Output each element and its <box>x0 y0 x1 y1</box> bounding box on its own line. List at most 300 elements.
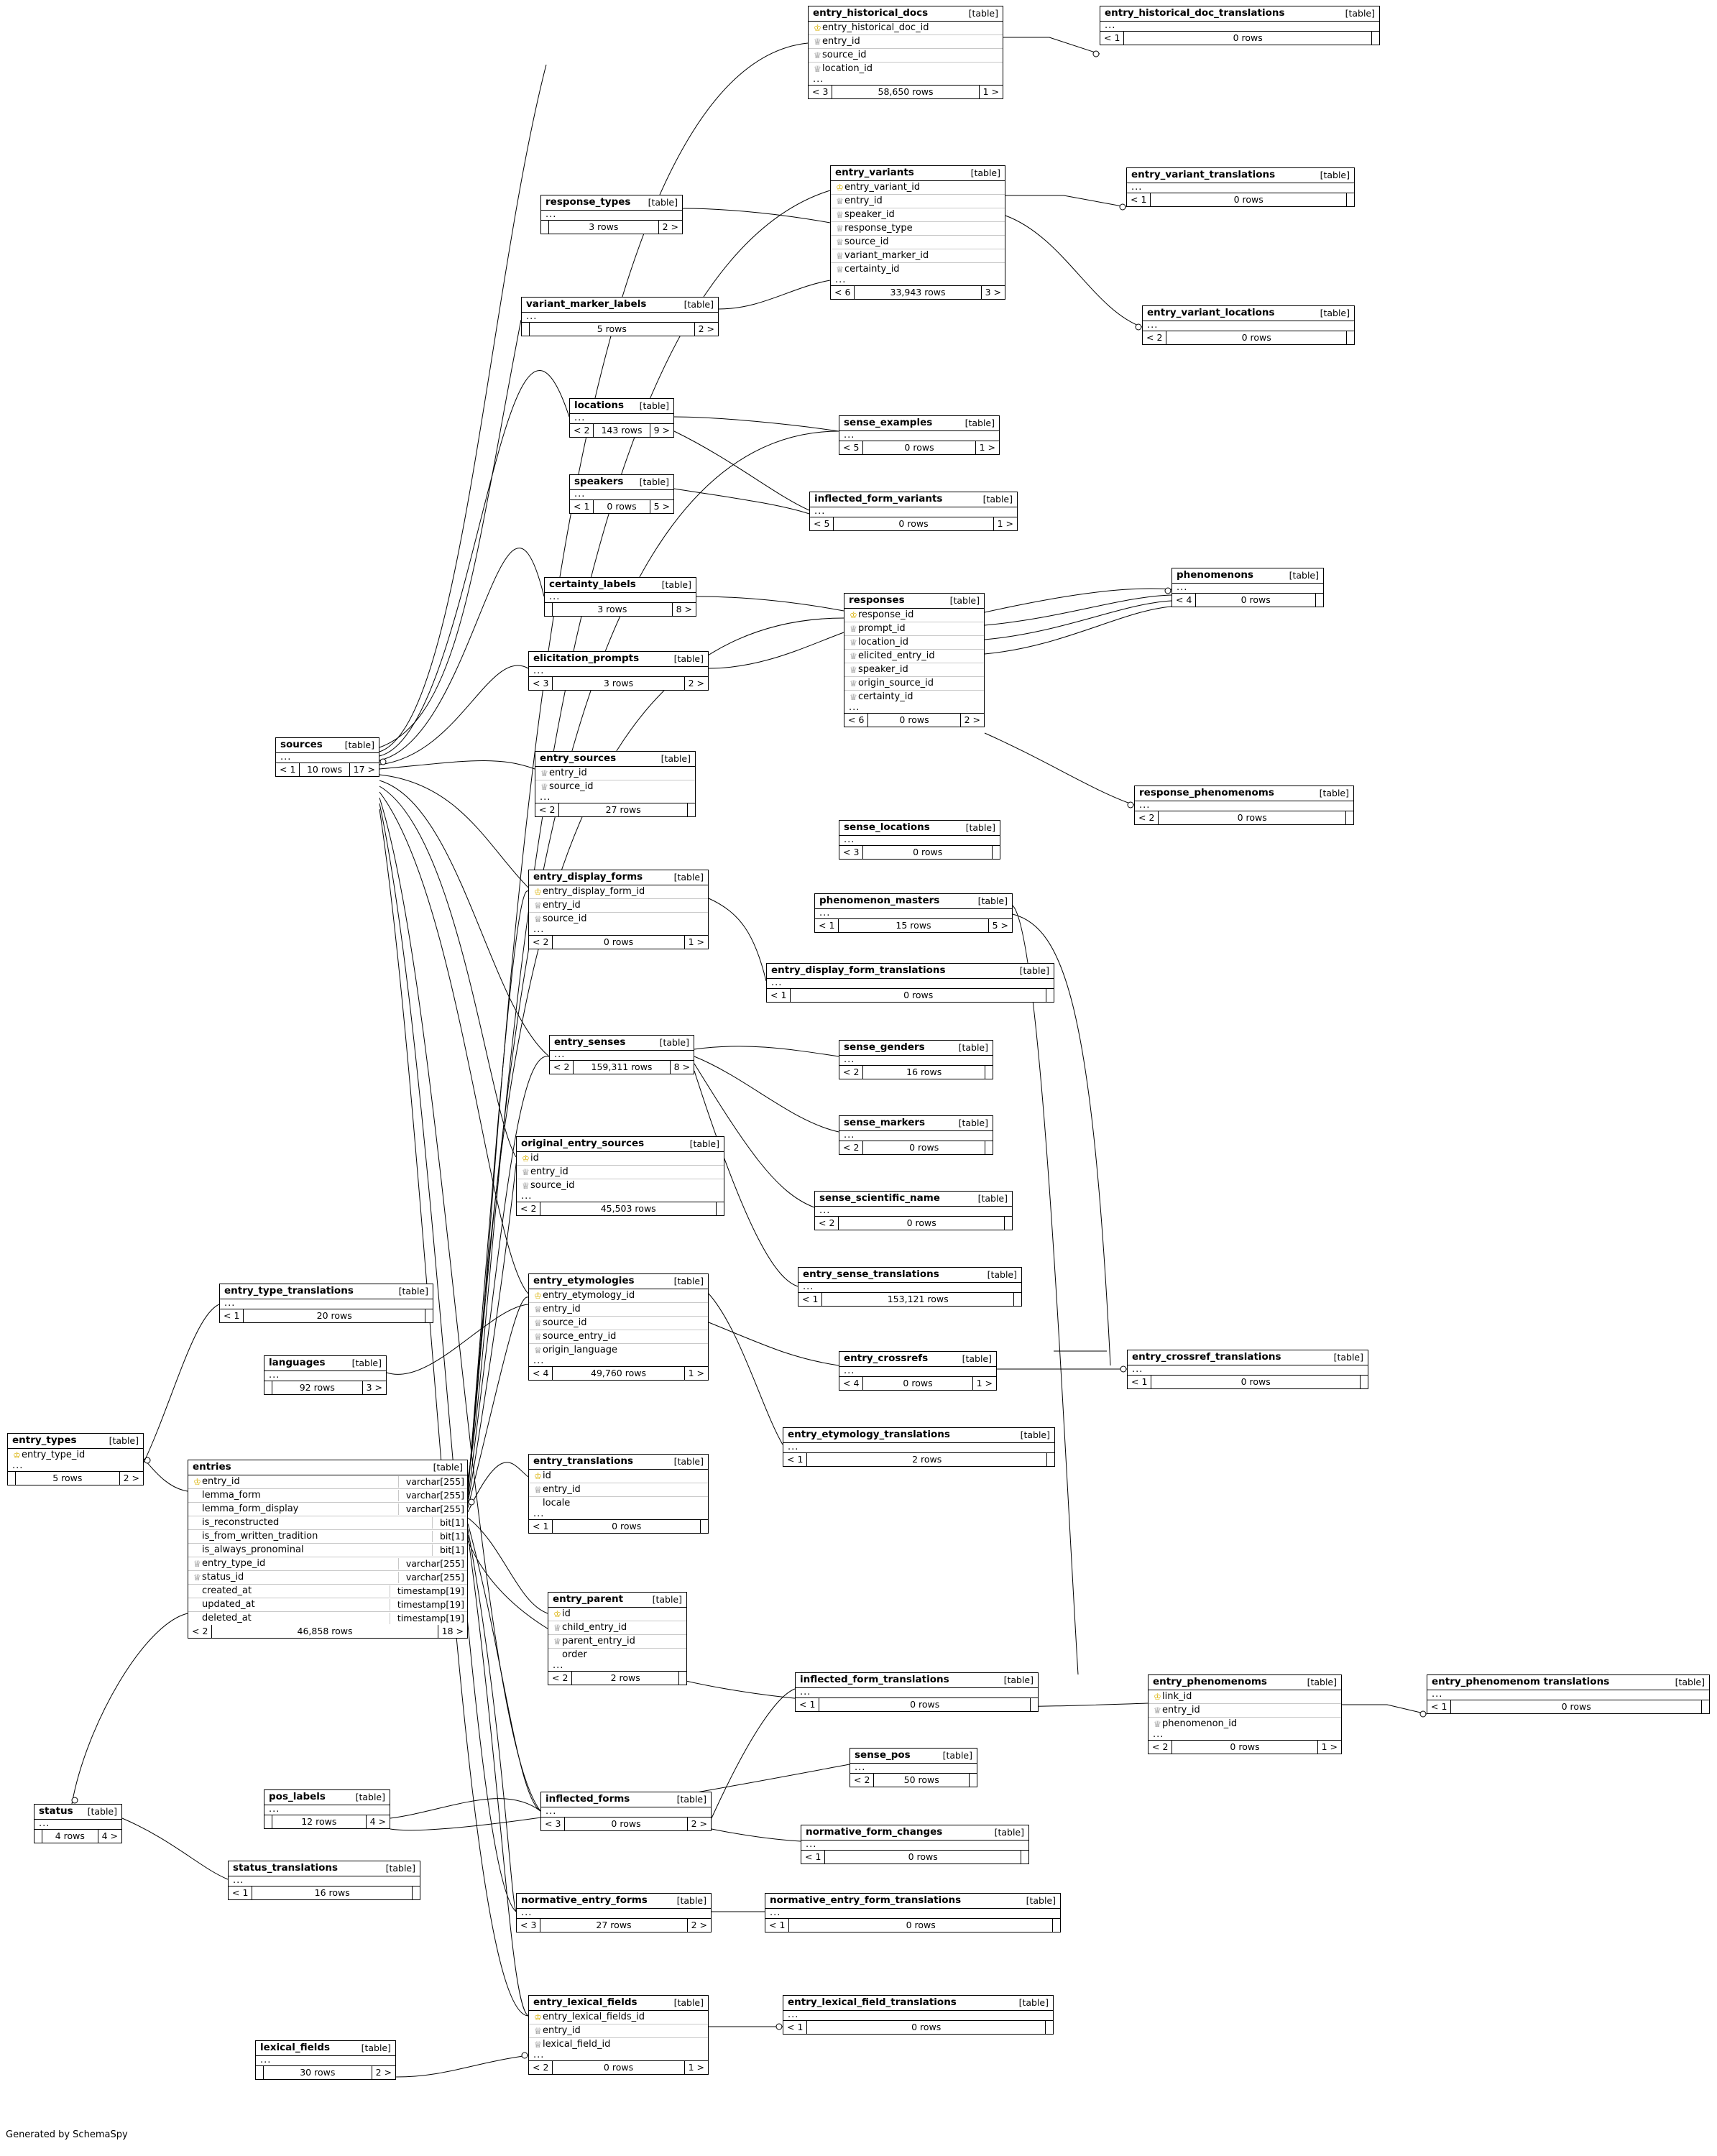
table-header <box>1148 1675 1341 1690</box>
table-tag: [table] <box>977 895 1008 906</box>
table-header <box>839 416 999 431</box>
table-column-row[interactable] <box>8 1449 143 1462</box>
row-count: 50 rows <box>874 1774 970 1787</box>
table-node-responses[interactable] <box>844 593 985 727</box>
table-column-row[interactable] <box>188 1475 467 1489</box>
table-footer <box>796 1698 1038 1711</box>
table-node-entry_type_translations[interactable] <box>219 1284 433 1323</box>
table-column-row[interactable] <box>517 1166 724 1179</box>
table-node-sources[interactable] <box>275 737 379 777</box>
column-name: entry_id <box>1162 1705 1200 1715</box>
column-name: lemma_form_display <box>202 1503 299 1514</box>
table-name: entry_etymology_translations <box>788 1429 950 1440</box>
incoming-relations-count <box>8 1472 16 1485</box>
table-tag: [table] <box>987 1269 1017 1280</box>
table-column-row[interactable] <box>831 236 1005 249</box>
primary-key-icon: ♔ <box>534 887 542 897</box>
table-name: entry_lexical_field_translations <box>788 1996 957 2008</box>
table-node-entry_etymologies[interactable] <box>528 1273 709 1381</box>
column-name: entry_id <box>543 2025 581 2036</box>
table-header <box>256 2041 395 2056</box>
table-tag: [table] <box>361 2042 391 2053</box>
incoming-relations-count: < 4 <box>1172 594 1196 607</box>
table-node-entry_crossrefs[interactable] <box>839 1351 997 1391</box>
table-tag: [table] <box>689 1138 719 1149</box>
foreign-key-icon: ♕ <box>836 251 844 261</box>
table-header <box>798 1268 1021 1283</box>
table-header <box>1128 1350 1368 1365</box>
table-column-row[interactable] <box>188 1585 467 1598</box>
incoming-relations-count: < 2 <box>850 1774 874 1787</box>
incoming-relations-count: < 2 <box>1135 811 1159 824</box>
table-node-response_types[interactable] <box>540 195 683 234</box>
incoming-relations-count: < 1 <box>783 2021 807 2034</box>
table-column-row[interactable] <box>1148 1718 1341 1731</box>
row-count: 0 rows <box>863 1377 972 1390</box>
table-footer <box>570 424 673 437</box>
table-node-inflected_form_variants[interactable] <box>809 492 1018 531</box>
table-node-normative_form_changes[interactable] <box>801 1825 1029 1864</box>
row-count: 45,503 rows <box>540 1202 717 1215</box>
table-node-entry_historical_doc_translations[interactable] <box>1100 6 1380 45</box>
outgoing-relations-count <box>413 1886 420 1899</box>
outgoing-relations-count: 4 > <box>101 1830 118 1841</box>
table-column-row[interactable] <box>529 899 708 913</box>
row-count: 20 rows <box>244 1309 425 1322</box>
table-column-row[interactable] <box>529 1330 708 1344</box>
table-column-row[interactable] <box>529 913 708 926</box>
outgoing-relations-count <box>1014 1293 1021 1306</box>
row-count: 49,760 rows <box>553 1367 684 1380</box>
table-footer <box>1427 1700 1709 1713</box>
column-name: entry_id <box>543 900 581 911</box>
table-column-row[interactable] <box>1148 1704 1341 1718</box>
incoming-relations-count: < 2 <box>548 1672 572 1685</box>
more-columns-ellipsis: ... <box>1135 801 1353 811</box>
table-footer <box>256 2066 395 2079</box>
table-column-row[interactable] <box>188 1557 467 1571</box>
more-columns-ellipsis: ... <box>529 1357 708 1367</box>
column-name: source_id <box>543 1317 587 1328</box>
foreign-key-icon: ♕ <box>850 637 857 648</box>
foreign-key-icon: ♕ <box>540 782 548 792</box>
table-header <box>831 166 1005 181</box>
table-column-row[interactable] <box>1148 1690 1341 1704</box>
outgoing-relations-count <box>1005 1217 1012 1230</box>
more-columns-ellipsis: ... <box>541 1807 711 1818</box>
table-node-phenomenons[interactable] <box>1171 568 1324 607</box>
table-header <box>815 1192 1012 1207</box>
outgoing-relations-count <box>679 1672 686 1685</box>
table-column-row[interactable] <box>529 2038 708 2051</box>
outgoing-relations-count: 1 > <box>1321 1741 1338 1752</box>
table-column-row[interactable] <box>844 663 984 677</box>
row-count: 92 rows <box>272 1381 363 1394</box>
table-node-entry_crossref_translations[interactable] <box>1127 1350 1368 1389</box>
table-header <box>529 1996 708 2011</box>
row-count: 30 rows <box>264 2066 372 2079</box>
more-columns-ellipsis: ... <box>798 1283 1021 1293</box>
more-columns-ellipsis: ... <box>264 1805 390 1815</box>
table-tag: [table] <box>659 1037 689 1048</box>
more-columns-ellipsis: ... <box>8 1462 143 1472</box>
table-column-row[interactable] <box>831 195 1005 208</box>
table-node-speakers[interactable] <box>569 474 674 514</box>
row-count: 159,311 rows <box>574 1061 670 1074</box>
table-footer <box>839 1141 993 1154</box>
table-name: inflected_form_translations <box>800 1674 949 1685</box>
foreign-key-icon: ♕ <box>193 1559 201 1569</box>
table-column-row[interactable] <box>529 2024 708 2038</box>
column-name: entry_id <box>543 1304 581 1314</box>
table-tag: [table] <box>673 872 704 883</box>
row-count: 46,858 rows <box>212 1625 438 1638</box>
column-name: source_id <box>530 1180 575 1191</box>
table-column-row[interactable] <box>831 208 1005 222</box>
table-node-entry_variant_translations[interactable] <box>1126 167 1355 207</box>
foreign-key-icon: ♕ <box>534 1304 542 1314</box>
table-column-row[interactable] <box>548 1608 686 1621</box>
table-name: sense_scientific_name <box>819 1192 940 1204</box>
incoming-relations-count: < 1 <box>220 1309 244 1322</box>
table-column-row[interactable] <box>529 1483 708 1497</box>
table-node-entries[interactable] <box>188 1460 468 1639</box>
table-footer <box>220 1309 433 1322</box>
table-column-row[interactable] <box>529 1317 708 1330</box>
table-footer <box>34 1830 121 1843</box>
table-column-row[interactable] <box>188 1530 467 1544</box>
more-columns-ellipsis: ... <box>839 1131 993 1141</box>
table-name: normative_entry_forms <box>521 1894 648 1906</box>
more-columns-ellipsis: ... <box>548 1662 686 1672</box>
foreign-key-icon: ♕ <box>534 2026 542 2036</box>
outgoing-relations-count: 1 > <box>688 1368 704 1378</box>
foreign-key-icon: ♕ <box>553 1623 561 1633</box>
row-count: 27 rows <box>559 803 688 816</box>
incoming-relations-count: < 3 <box>517 1919 540 1932</box>
table-columns <box>529 1470 708 1510</box>
column-type: varchar[255] <box>398 1503 464 1515</box>
table-node-entry_lexical_field_translations[interactable] <box>783 1995 1054 2035</box>
table-node-sense_markers[interactable] <box>839 1115 993 1155</box>
foreign-key-icon: ♕ <box>836 264 844 275</box>
table-node-entry_senses[interactable] <box>549 1035 694 1074</box>
table-header <box>1135 786 1353 801</box>
table-node-entry_historical_docs[interactable] <box>808 6 1003 99</box>
table-footer <box>529 1367 708 1380</box>
table-footer <box>545 603 696 616</box>
table-node-languages[interactable] <box>264 1355 387 1395</box>
table-node-entry_sources[interactable] <box>535 751 696 817</box>
incoming-relations-count <box>545 603 553 616</box>
table-name: entry_crossrefs <box>844 1353 929 1364</box>
more-columns-ellipsis: ... <box>815 1207 1012 1217</box>
table-tag: [table] <box>1675 1677 1705 1687</box>
more-columns-ellipsis: ... <box>529 2051 708 2061</box>
table-name: pos_labels <box>269 1791 326 1802</box>
table-header <box>264 1790 390 1805</box>
outgoing-relations-count: 8 > <box>673 1061 690 1072</box>
table-column-row[interactable] <box>809 49 1003 63</box>
outgoing-relations-count: 2 > <box>964 714 980 725</box>
table-column-row[interactable] <box>188 1612 467 1625</box>
table-tag: [table] <box>652 1594 682 1605</box>
table-column-row[interactable] <box>529 1470 708 1483</box>
table-column-row[interactable] <box>517 1179 724 1192</box>
table-node-sense_examples[interactable] <box>839 415 1000 455</box>
foreign-key-icon: ♕ <box>534 1332 542 1342</box>
table-name: entry_senses <box>554 1036 626 1048</box>
table-header <box>276 738 379 753</box>
table-header <box>548 1593 686 1608</box>
table-node-entry_phenomenom_translations[interactable] <box>1427 1674 1710 1714</box>
table-node-locations[interactable] <box>569 398 674 438</box>
table-header <box>550 1036 694 1051</box>
table-header <box>1427 1675 1709 1690</box>
table-node-certainty_labels[interactable] <box>544 577 696 617</box>
table-column-row[interactable] <box>529 885 708 899</box>
table-footer <box>541 221 682 234</box>
incoming-relations-count: < 1 <box>801 1851 825 1864</box>
row-count: 0 rows <box>1451 1700 1702 1713</box>
table-column-row[interactable] <box>844 650 984 663</box>
table-columns <box>529 1289 708 1357</box>
more-columns-ellipsis: ... <box>839 431 999 441</box>
table-column-row[interactable] <box>831 263 1005 276</box>
table-column-row[interactable] <box>548 1621 686 1635</box>
foreign-key-icon: ♕ <box>836 196 844 206</box>
table-header <box>809 6 1003 22</box>
table-column-row[interactable] <box>844 636 984 650</box>
table-column-row[interactable] <box>831 249 1005 263</box>
column-name: child_entry_id <box>562 1622 627 1633</box>
table-columns <box>517 1152 724 1192</box>
table-tag: [table] <box>1319 788 1349 798</box>
table-column-row[interactable] <box>809 35 1003 49</box>
outgoing-relations-count: 2 > <box>691 1818 707 1829</box>
column-name: is_reconstructed <box>202 1517 280 1528</box>
table-column-row[interactable] <box>529 2011 708 2024</box>
table-name: sense_locations <box>844 821 930 833</box>
table-name: entry_sense_translations <box>803 1268 939 1280</box>
table-node-entry_sense_translations[interactable] <box>798 1267 1022 1307</box>
more-columns-ellipsis: ... <box>256 2056 395 2066</box>
table-name: phenomenon_masters <box>819 895 940 906</box>
table-node-normative_entry_form_translations[interactable] <box>765 1893 1061 1932</box>
table-node-variant_marker_labels[interactable] <box>521 297 719 336</box>
table-node-pos_labels[interactable] <box>264 1789 390 1829</box>
table-column-row[interactable] <box>517 1152 724 1166</box>
column-name: phenomenon_id <box>1162 1718 1238 1729</box>
column-name: id <box>543 1470 551 1481</box>
incoming-relations-count: < 3 <box>839 846 863 859</box>
incoming-relations-count: < 2 <box>550 1061 574 1074</box>
table-column-row[interactable] <box>188 1598 467 1612</box>
table-footer <box>264 1815 390 1828</box>
table-node-normative_entry_forms[interactable] <box>516 1893 712 1932</box>
table-name: entry_crossref_translations <box>1132 1351 1281 1363</box>
column-name: speaker_id <box>844 209 895 220</box>
table-column-row[interactable] <box>535 767 695 780</box>
table-footer <box>1172 594 1323 607</box>
table-name: entry_historical_docs <box>813 7 929 19</box>
table-footer <box>839 846 1000 859</box>
incoming-relations-count: < 2 <box>529 2061 553 2074</box>
row-count: 0 rows <box>807 2021 1046 2034</box>
table-name: entry_variant_translations <box>1131 169 1276 180</box>
table-node-entry_lexical_fields[interactable] <box>528 1995 709 2075</box>
table-column-row[interactable] <box>831 222 1005 236</box>
outgoing-relations-count: 2 > <box>688 678 704 688</box>
table-name: original_entry_sources <box>521 1138 645 1149</box>
table-column-row[interactable] <box>548 1649 686 1662</box>
more-columns-ellipsis: ... <box>1427 1690 1709 1700</box>
table-node-lexical_fields[interactable] <box>255 2040 396 2080</box>
table-node-original_entry_sources[interactable] <box>516 1136 724 1216</box>
table-tag: [table] <box>673 1276 704 1286</box>
table-name: lexical_fields <box>260 2042 331 2053</box>
table-node-entry_display_forms[interactable] <box>528 870 709 949</box>
column-name: response_type <box>844 223 913 234</box>
table-node-inflected_form_translations[interactable] <box>795 1672 1039 1712</box>
table-node-sense_scientific_name[interactable] <box>814 1191 1013 1230</box>
row-count: 0 rows <box>1172 1741 1317 1754</box>
table-node-sense_pos[interactable] <box>850 1748 977 1787</box>
table-node-entry_phenomenoms[interactable] <box>1148 1674 1342 1754</box>
column-name: is_from_written_tradition <box>202 1531 318 1542</box>
table-header <box>796 1673 1038 1688</box>
table-column-row[interactable] <box>188 1544 467 1557</box>
table-column-row[interactable] <box>188 1516 467 1530</box>
table-header <box>529 870 708 885</box>
row-count: 33,943 rows <box>855 286 981 299</box>
table-column-row[interactable] <box>535 780 695 793</box>
table-node-sense_locations[interactable] <box>839 820 1000 860</box>
table-node-phenomenon_masters[interactable] <box>814 893 1013 933</box>
column-name: entry_id <box>202 1476 240 1487</box>
table-column-row[interactable] <box>529 1497 708 1510</box>
table-footer <box>522 323 718 336</box>
table-column-row[interactable] <box>188 1571 467 1585</box>
foreign-key-icon: ♕ <box>850 624 857 634</box>
table-footer <box>850 1774 977 1787</box>
table-name: entry_lexical_fields <box>533 1996 637 2008</box>
outgoing-relations-count: 2 > <box>698 323 714 334</box>
table-column-row[interactable] <box>809 22 1003 35</box>
table-tag: [table] <box>676 1895 706 1906</box>
table-header <box>541 1792 711 1807</box>
column-name: prompt_id <box>858 623 906 634</box>
table-node-response_phenomenoms[interactable] <box>1134 786 1354 825</box>
column-name: origin_source_id <box>858 678 934 688</box>
table-node-entry_translations[interactable] <box>528 1454 709 1534</box>
more-columns-ellipsis: ... <box>34 1820 121 1830</box>
table-node-entry_etymology_translations[interactable] <box>783 1427 1055 1467</box>
table-name: sense_genders <box>844 1041 925 1053</box>
outgoing-relations-count: 1 > <box>982 86 999 97</box>
row-count: 143 rows <box>594 424 650 437</box>
table-node-entry_display_form_translations[interactable] <box>766 963 1054 1003</box>
incoming-relations-count: < 2 <box>839 1141 863 1154</box>
table-footer <box>783 2021 1053 2034</box>
table-column-row[interactable] <box>548 1635 686 1649</box>
table-column-row[interactable] <box>529 1303 708 1317</box>
table-column-row[interactable] <box>188 1489 467 1503</box>
table-column-row[interactable] <box>844 691 984 704</box>
table-column-row[interactable] <box>529 1344 708 1357</box>
table-footer <box>798 1293 1021 1306</box>
column-name: status_id <box>202 1572 244 1583</box>
table-node-status_translations[interactable] <box>228 1861 420 1900</box>
table-header <box>783 1428 1054 1443</box>
table-node-inflected_forms[interactable] <box>540 1792 712 1831</box>
table-footer <box>529 1520 708 1533</box>
table-node-elicitation_prompts[interactable] <box>528 651 709 691</box>
table-column-row[interactable] <box>188 1503 467 1516</box>
outgoing-relations-count: 18 > <box>441 1626 464 1636</box>
table-column-row[interactable] <box>831 181 1005 195</box>
more-columns-ellipsis: ... <box>517 1192 724 1202</box>
table-footer <box>1100 32 1379 45</box>
incoming-relations-count: < 2 <box>839 1066 863 1079</box>
outgoing-relations-count: 1 > <box>688 936 704 947</box>
table-header <box>220 1284 433 1299</box>
more-columns-ellipsis: ... <box>809 75 1003 86</box>
table-column-row[interactable] <box>844 609 984 622</box>
table-node-entry_variant_locations[interactable] <box>1142 305 1355 345</box>
incoming-relations-count: < 1 <box>1427 1700 1451 1713</box>
outgoing-relations-count: 1 > <box>976 1378 993 1388</box>
outgoing-relations-count: 4 > <box>369 1816 386 1827</box>
table-name: speakers <box>574 476 624 487</box>
table-header <box>8 1434 143 1449</box>
incoming-relations-count: < 1 <box>1100 32 1124 45</box>
table-header <box>839 1041 993 1056</box>
table-name: response_phenomenoms <box>1139 787 1274 798</box>
table-column-row[interactable] <box>529 1289 708 1303</box>
row-count: 12 rows <box>272 1815 367 1828</box>
table-footer <box>548 1672 686 1685</box>
outgoing-relations-count: 1 > <box>997 518 1013 529</box>
table-column-row[interactable] <box>844 622 984 636</box>
table-node-sense_genders[interactable] <box>839 1040 993 1079</box>
table-tag: [table] <box>958 1042 988 1053</box>
table-name: entry_display_forms <box>533 871 643 883</box>
table-tag: [table] <box>970 167 1000 178</box>
row-count: 0 rows <box>1151 1376 1361 1388</box>
table-columns <box>844 609 984 704</box>
table-node-entry_types[interactable] <box>7 1433 144 1485</box>
table-node-status[interactable] <box>34 1804 122 1843</box>
more-columns-ellipsis: ... <box>529 1510 708 1520</box>
table-node-entry_parent[interactable] <box>548 1592 687 1685</box>
foreign-key-icon: ♕ <box>836 224 844 234</box>
row-count: 0 rows <box>834 517 993 530</box>
table-node-entry_variants[interactable] <box>830 165 1005 300</box>
outgoing-relations-count: 3 > <box>366 1382 382 1393</box>
table-column-row[interactable] <box>809 63 1003 75</box>
foreign-key-icon: ♕ <box>553 1636 561 1646</box>
table-tag: [table] <box>994 1827 1024 1838</box>
column-name: entry_id <box>822 36 860 47</box>
table-column-row[interactable] <box>844 677 984 691</box>
column-name: entry_display_form_id <box>543 886 645 897</box>
table-footer <box>801 1851 1028 1864</box>
column-name: entry_etymology_id <box>543 1290 635 1301</box>
table-tag: [table] <box>398 1286 428 1296</box>
incoming-relations-count: < 1 <box>815 919 839 932</box>
row-count: 0 rows <box>1159 811 1346 824</box>
